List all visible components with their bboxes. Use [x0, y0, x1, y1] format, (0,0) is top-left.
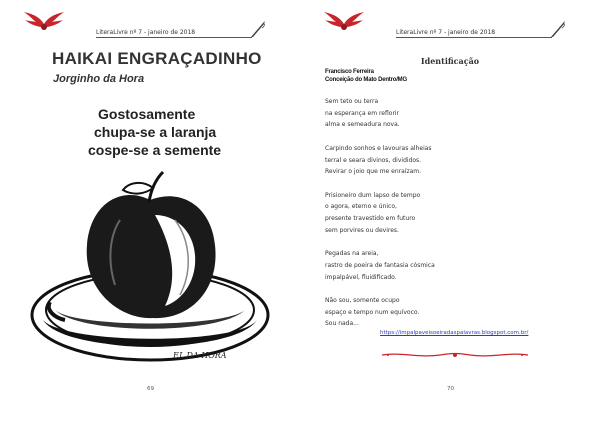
right-page — [300, 0, 600, 424]
author-name: Francisco Ferreira — [325, 69, 374, 75]
poem-line: Sou nada... — [325, 320, 359, 328]
poem-line: alma e semeadura nova. — [325, 121, 400, 129]
header-rule — [396, 37, 552, 38]
poem-line: Pegadas na areia, — [325, 250, 379, 258]
poem-line: Sem teto ou terra — [325, 98, 379, 105]
poem-line: impalpável, fluidificado. — [325, 273, 397, 281]
apple-on-plate-illustration — [25, 160, 275, 365]
author-blog-link[interactable]: https://impalpaveisoeiradaspalavras.blogspot.com.br/ — [380, 330, 529, 336]
quill-pen-icon — [250, 20, 266, 38]
haiku-line-1: Gostosamente — [98, 106, 196, 122]
header-title: LiteraLivre nº 7 - janeiro de 2018 — [396, 29, 496, 36]
winged-emblem-icon — [322, 6, 366, 36]
haiku-author: Jorginho da Hora — [53, 73, 145, 85]
section-heading: Identificação — [420, 56, 480, 66]
poem-line: Não sou, somente ocupo — [325, 296, 400, 304]
poem-line: rastro de poeira de fantasia cósmica — [325, 261, 435, 269]
page-number-left: 69 — [147, 386, 154, 392]
haiku-line-3: cospe-se a semente — [88, 142, 222, 158]
poem-line: o agora, eterno e único, — [325, 203, 397, 211]
header-title: LiteraLivre nº 7 - janeiro de 2018 — [96, 29, 196, 36]
poem-line: presente travestido em futuro — [325, 215, 416, 222]
quill-pen-icon — [550, 20, 566, 38]
header-rule — [96, 37, 252, 38]
poem-line: Prisioneiro dum lapso de tempo — [325, 191, 421, 199]
poem-line: espaço e tempo num equívoco. — [325, 308, 420, 316]
decorative-divider — [380, 350, 530, 360]
haiku-title: HAIKAI ENGRAÇADINHO — [52, 49, 262, 68]
poem-line: sem porvires ou devires. — [325, 226, 399, 234]
poem-line: Carpindo sonhos e lavouras alheias — [325, 144, 432, 152]
poem-line: na esperança em reflorir — [325, 109, 400, 117]
poem-line: Revirar o joio que me enraízam. — [325, 168, 422, 176]
haiku-line-2: chupa-se a laranja — [94, 124, 217, 140]
winged-emblem-icon — [22, 6, 66, 36]
page-number-right: 70 — [447, 386, 454, 392]
author-location: Conceição do Mato Dentro/MG — [325, 77, 407, 83]
illustration-signature: EJ. DA HORA — [173, 351, 227, 360]
poem-line: terral e seara divinos, divididos. — [325, 156, 422, 164]
